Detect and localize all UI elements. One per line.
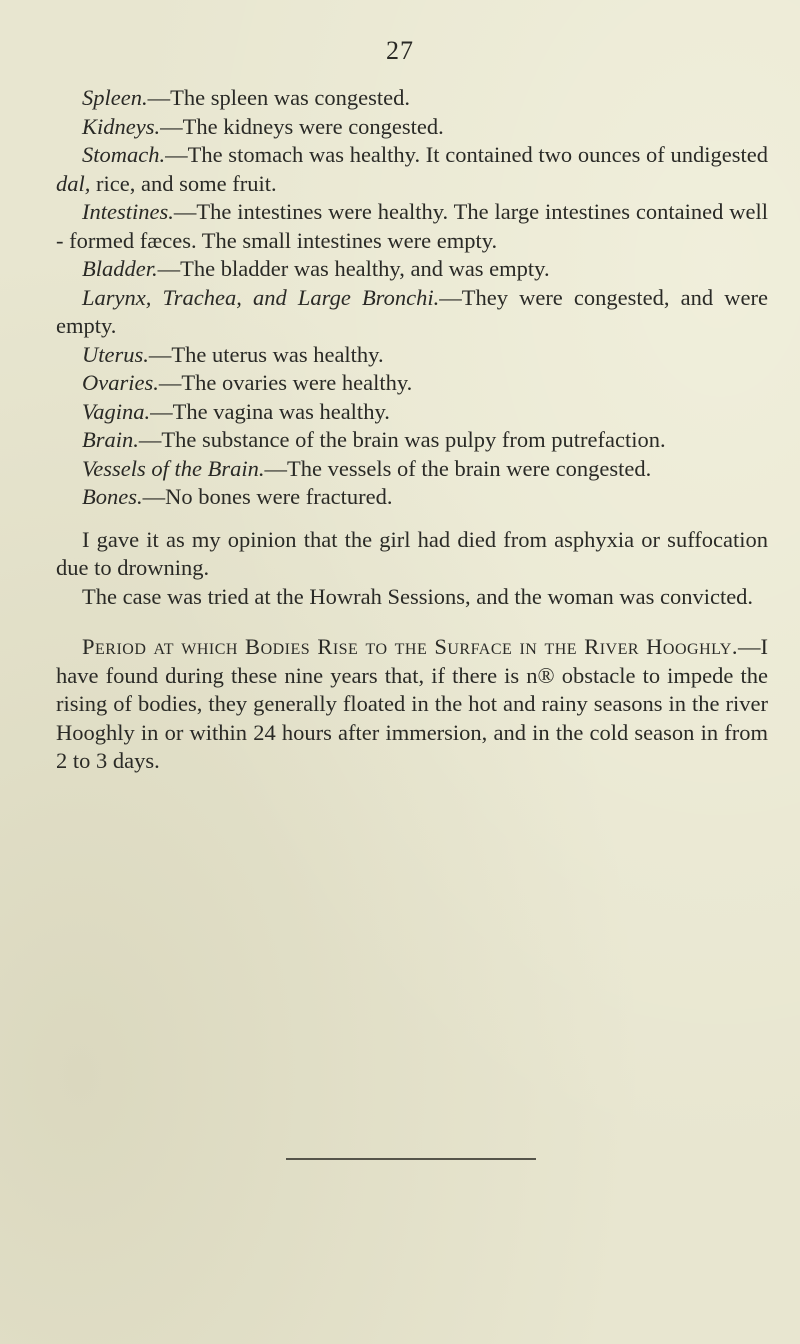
entry-text: —They were congested, and were empty. bbox=[56, 284, 768, 338]
entry-text: —The vagina was healthy. bbox=[150, 398, 390, 424]
footer-rule bbox=[286, 1158, 536, 1160]
entry-label: Vessels of the Brain. bbox=[82, 455, 265, 481]
entry-label: Bones. bbox=[82, 484, 143, 509]
entry-label: Larynx, Trachea, and Large Bronchi. bbox=[82, 284, 440, 310]
entry-label: Brain. bbox=[82, 427, 139, 452]
body-text bbox=[56, 84, 768, 776]
entry-text-after: rice, and some fruit. bbox=[90, 170, 277, 196]
entry-label: Stomach. bbox=[82, 142, 166, 167]
entry-label: Spleen. bbox=[82, 85, 148, 110]
opinion-paragraph: I gave it as my opinion that the girl had died from asphyxia or suffocation due to drowning. bbox=[56, 526, 768, 580]
entry-text: —The uterus was healthy. bbox=[148, 341, 384, 367]
entry-vagina bbox=[56, 398, 768, 427]
entry-text: —The bladder was healthy, and was empty. bbox=[157, 256, 550, 281]
entry-text: —The ovaries were healthy. bbox=[158, 370, 413, 395]
section-paragraph bbox=[56, 633, 768, 776]
entry-spleen bbox=[56, 84, 768, 113]
entry-text: —No bones were fractured. bbox=[142, 484, 393, 509]
entry-bladder bbox=[56, 255, 768, 284]
entry-label: Uterus. bbox=[82, 341, 149, 367]
entry-text: —The intestines were healthy. The large intestines contained well - formed fæces. The small intestines were empty. bbox=[56, 199, 768, 253]
entry-text: —The spleen was congested. bbox=[147, 85, 411, 110]
entry-italic-word: dal, bbox=[56, 170, 91, 196]
entry-text: —The substance of the brain was pulpy from putrefaction. bbox=[138, 427, 666, 452]
section-heading: Period at which Bodies Rise to the Surface in the River Hooghly. bbox=[82, 634, 738, 659]
entry-label: Kidneys. bbox=[82, 113, 161, 139]
entry-label: Vagina. bbox=[82, 398, 151, 424]
entry-ovaries bbox=[56, 369, 768, 398]
entry-label: Bladder. bbox=[82, 256, 158, 281]
entry-intestines bbox=[56, 198, 768, 255]
verdict-paragraph: The case was tried at the Howrah Sessions, and the woman was convicted. bbox=[82, 583, 754, 609]
spacer bbox=[56, 512, 768, 526]
section-text: —I have found during these nine years that, if there is n® obstacle to impede the rising of bodies, they generally floated in the hot and rainy seasons in the river Hooghly in or within 24 hours after immersion, and in the cold season in from 2 to 3 days. bbox=[56, 634, 768, 773]
entry-stomach bbox=[56, 141, 768, 198]
entry-bones bbox=[56, 483, 768, 512]
entry-kidneys bbox=[56, 113, 768, 142]
page-number: 27 bbox=[386, 36, 414, 65]
spacer bbox=[56, 611, 768, 633]
entry-vessels-of-brain bbox=[56, 455, 768, 484]
entry-text: —The kidneys were congested. bbox=[160, 113, 444, 139]
entry-uterus bbox=[56, 341, 768, 370]
entry-text: —The vessels of the brain were congested. bbox=[264, 455, 652, 481]
entry-brain bbox=[56, 426, 768, 455]
entry-label: Intestines. bbox=[82, 199, 174, 224]
entry-text: —The stomach was healthy. It contained two ounces of undigested bbox=[165, 142, 768, 167]
entry-larynx bbox=[56, 284, 768, 341]
entry-label: Ovaries. bbox=[82, 370, 159, 395]
